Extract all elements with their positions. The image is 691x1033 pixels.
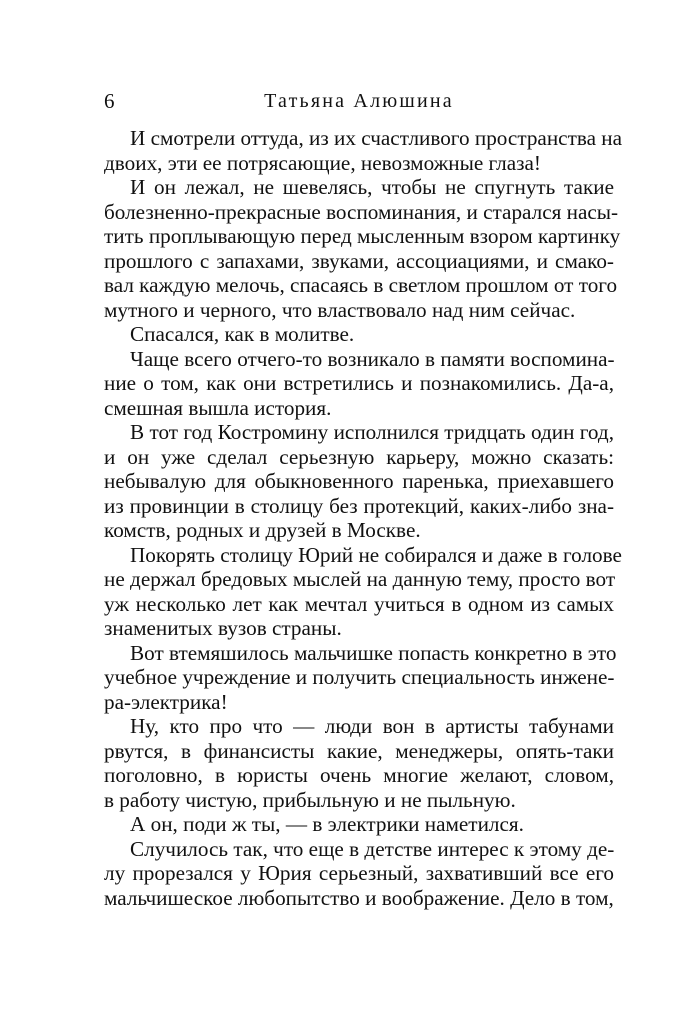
running-title: Татьяна Алюшина	[264, 90, 454, 112]
paragraph	[104, 126, 623, 175]
page-number: 6	[104, 89, 115, 113]
text-line: небывалую для обыкновенного паренька, приехавшего	[104, 469, 614, 493]
text-line: учебное учреждение и получить специальность инжене-	[104, 665, 615, 689]
text-line: мальчишеское любопытство и воображение. Дело в том,	[104, 885, 614, 910]
text-line: и он уже сделал серьезную карьеру, можно сказать:	[104, 444, 614, 469]
text-line: ние о том, как они встретились и познакомились. Да-а,	[104, 371, 614, 395]
text-line: ра-электрика!	[104, 689, 228, 714]
body-text	[104, 126, 623, 910]
paragraph	[104, 714, 614, 812]
text-line: В тот год Костромину исполнился тридцать один год,	[130, 420, 614, 444]
text-line: Покорять столицу Юрий не собирался и даже в голове	[130, 542, 622, 567]
paragraph	[104, 322, 614, 347]
text-line: Чаще всего отчего-то возникало в памяти воспомина-	[130, 346, 615, 371]
text-line: в работу чистую, прибыльную и не пыльную.	[104, 787, 516, 812]
page-header	[104, 86, 614, 116]
text-line: поголовно, в юристы очень многие желают, словом,	[104, 763, 614, 787]
text-line: двоих, эти ее потрясающие, невозможные глаза!	[104, 150, 541, 175]
text-line: Вот втемяшилось мальчишке попасть конкретно в это	[130, 640, 617, 665]
text-line: вал каждую мелочь, спасаясь в светлом прошлом от того	[104, 273, 618, 297]
text-line: не держал бредовых мыслей на данную тему, просто вот	[104, 567, 616, 591]
paragraph	[104, 640, 617, 715]
text-line: тить проплывающую перед мысленным взором картинку	[104, 224, 621, 248]
text-line: смешная вышла история.	[104, 395, 332, 420]
text-line: И он лежал, не шевелясь, чтобы не спугнуть такие	[130, 175, 614, 199]
text-line: мутного и черного, что властвовало над ним сейчас.	[104, 297, 576, 322]
paragraph	[104, 837, 614, 911]
text-line: знаменитых вузов страны.	[104, 616, 342, 640]
text-line: из провинции в столицу без протекций, каких-либо зна-	[104, 493, 614, 518]
text-line: Случилось так, что еще в детстве интерес к этому де-	[130, 836, 615, 861]
text-line: И смотрели оттуда, из их счастливого пространства на	[130, 126, 623, 150]
text-line: рвутся, в финансисты какие, менеджеры, опять-таки	[104, 738, 614, 763]
text-line: Спасался, как в молитве.	[130, 322, 355, 346]
paragraph	[104, 347, 614, 421]
text-line: Ну, кто про что — люди вон в артисты табунами	[130, 714, 614, 738]
text-line: прошлого с запахами, звуками, ассоциациями, и смако-	[104, 248, 614, 273]
paragraph	[104, 420, 614, 543]
paragraph	[104, 175, 621, 322]
paragraph	[104, 812, 614, 837]
text-line: А он, поди ж ты, — в электрики наметился.	[130, 812, 524, 836]
text-line: лу прорезался у Юрия серьезный, захвативший все его	[104, 861, 614, 885]
paragraph	[104, 542, 622, 641]
text-line: болезненно-прекрасные воспоминания, и старался насы-	[104, 199, 619, 224]
text-line: уж несколько лет как мечтал учиться в одном из самых	[104, 591, 614, 616]
text-line: комств, родных и друзей в Москве.	[104, 518, 421, 542]
